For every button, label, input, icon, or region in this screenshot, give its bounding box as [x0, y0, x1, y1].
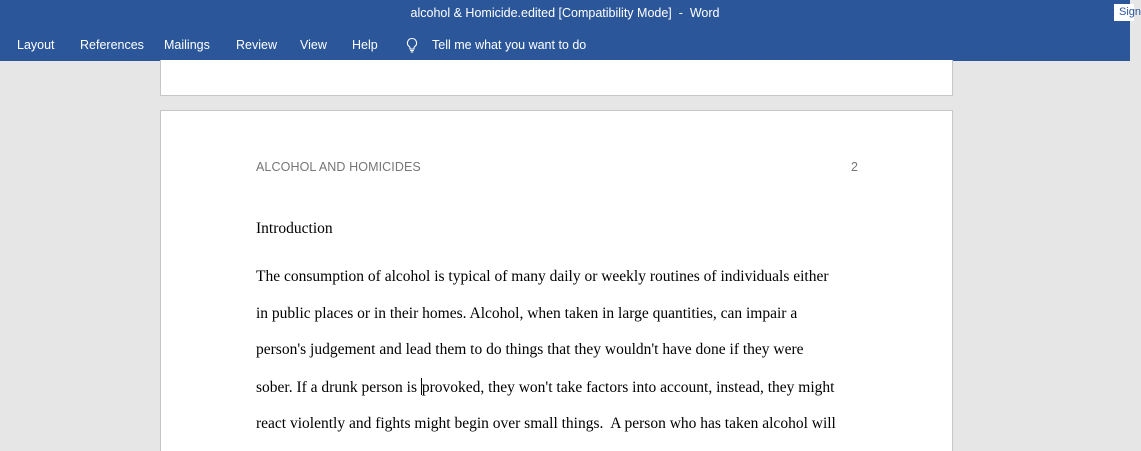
tab-help[interactable]: Help [352, 38, 378, 52]
tab-view[interactable]: View [300, 38, 327, 52]
page-number: 2 [851, 160, 858, 174]
body-line-part: sober. If a drunk person is [256, 379, 421, 396]
window-title: alcohol & Homicide.edited [Compatibility Mode] - Word [410, 6, 720, 20]
running-head: ALCOHOL AND HOMICIDES [256, 160, 421, 174]
previous-page [160, 60, 953, 96]
body-line: person's judgement and lead them to do things that they wouldn't have done if they were [256, 341, 804, 358]
lightbulb-icon[interactable] [404, 37, 420, 53]
tell-me-search[interactable]: Tell me what you want to do [432, 38, 587, 52]
section-heading: Introduction [256, 220, 333, 237]
document-page[interactable] [160, 110, 953, 451]
tab-mailings[interactable]: Mailings [164, 38, 210, 52]
title-bar [0, 0, 1141, 28]
ribbon-tabs [0, 28, 1130, 61]
tab-review[interactable]: Review [236, 38, 277, 52]
body-line-part: provoked, they won't take factors into account, instead, they might [421, 379, 835, 396]
body-line: The consumption of alcohol is typical of many daily or weekly routines of individuals either [256, 268, 829, 285]
sign-in-button[interactable]: Sign [1114, 4, 1134, 21]
body-line: react violently and fights might begin over small things. A person who has taken alcohol will [256, 415, 836, 432]
tab-references[interactable]: References [80, 38, 144, 52]
tab-layout[interactable]: Layout [17, 38, 55, 52]
body-line: in public places or in their homes. Alcohol, when taken in large quantities, can impair a [256, 305, 798, 322]
body-line [256, 378, 834, 397]
